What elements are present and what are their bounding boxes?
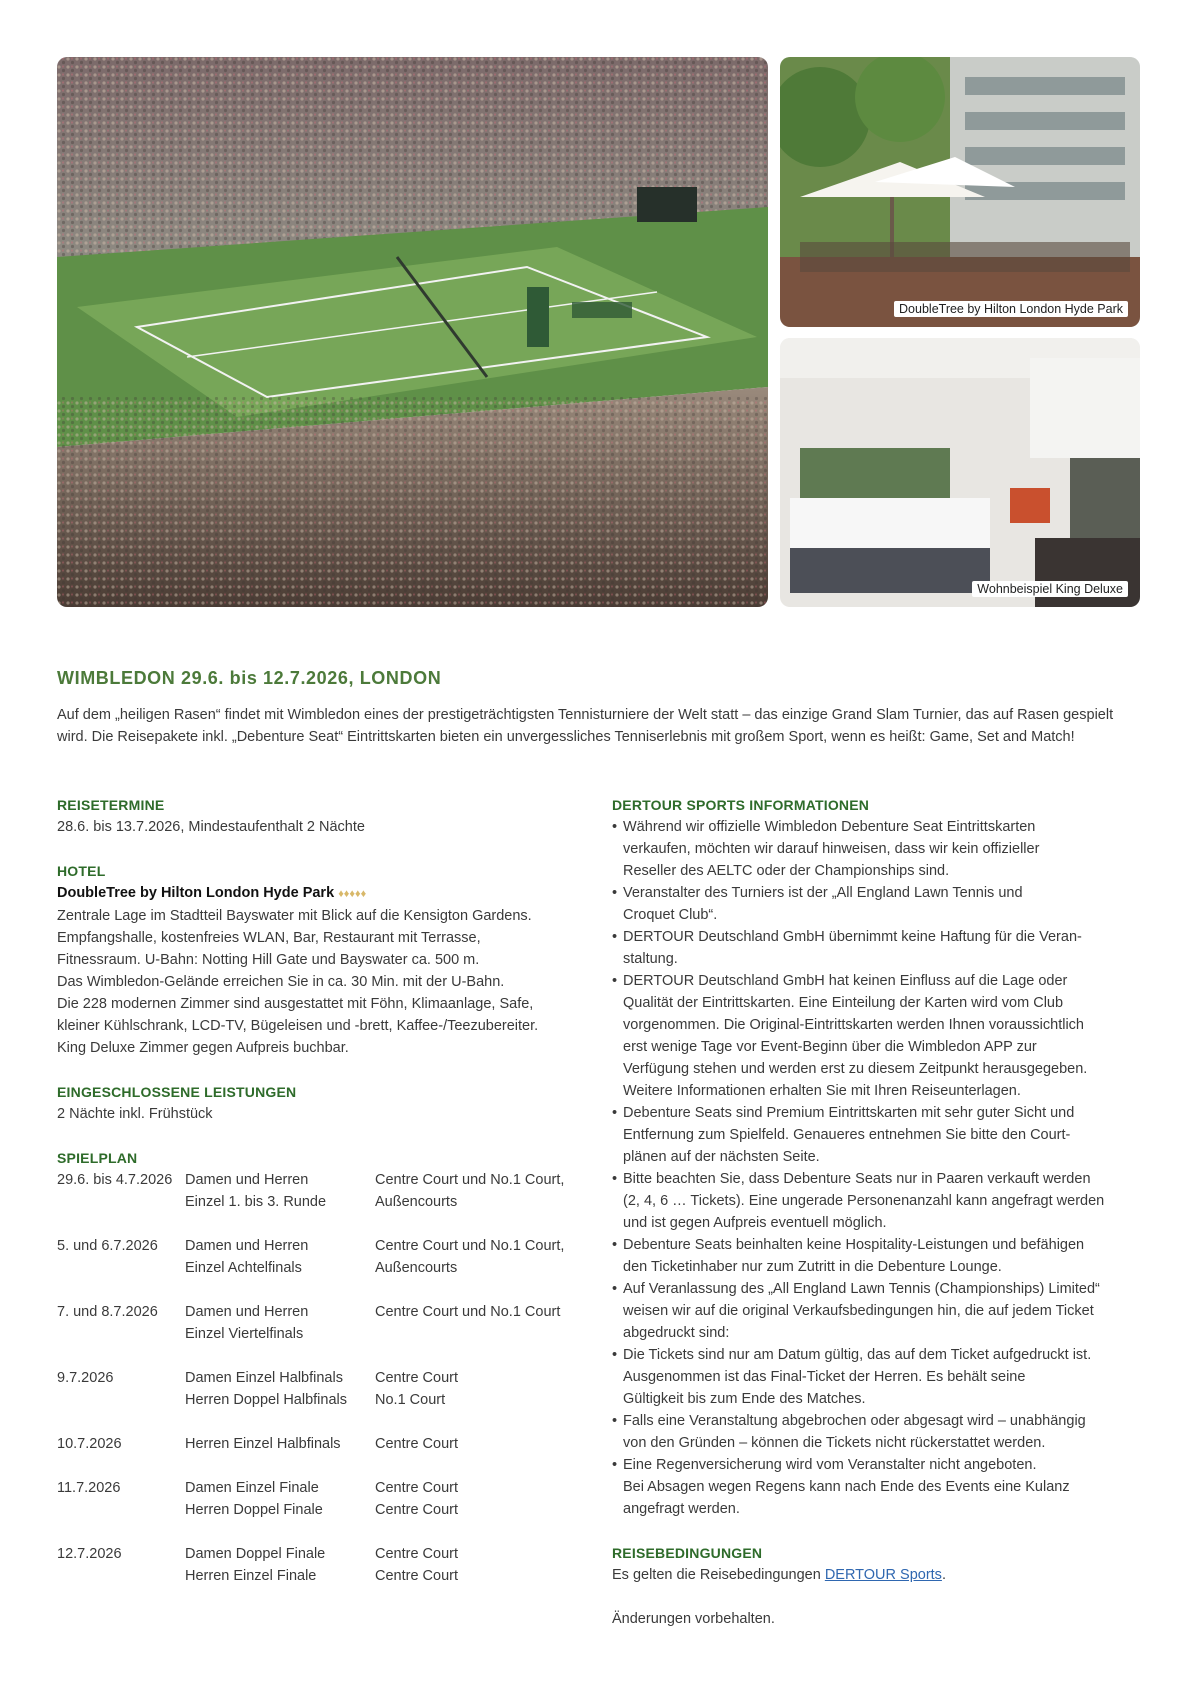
spielplan-event: Damen und Herren	[185, 1172, 309, 1188]
table-row	[57, 1367, 597, 1389]
spielplan-event: Herren Doppel Halbfinals	[185, 1392, 347, 1408]
list-item	[612, 926, 1142, 970]
aenderungen-note: Änderungen vorbehalten.	[612, 1611, 775, 1627]
spielplan-date: 10.7.2026	[57, 1436, 122, 1452]
table-row	[57, 1169, 597, 1191]
list-item-line: • Eine Regenversicherung wird vom Veranstalter nicht angeboten.	[623, 1457, 1037, 1473]
list-item-line: Weitere Informationen erhalten Sie mit Ihren Reiseunterlagen.	[623, 1083, 1021, 1099]
spielplan-venue: Centre Court	[375, 1436, 459, 1452]
table-row	[57, 1565, 597, 1587]
spielplan-date: 5. und 6.7.2026	[57, 1238, 158, 1254]
list-item-line: und ist gegen Aufpreis eventuell möglich.	[623, 1215, 887, 1231]
spielplan-venue: Centre Court und No.1 Court,	[375, 1238, 565, 1254]
hotel-room-photo	[780, 338, 1140, 607]
list-item-line: • Während wir offizielle Wimbledon Debenture Seat Eintrittskarten	[623, 819, 1036, 835]
leistungen-text: 2 Nächte inkl. Frühstück	[57, 1106, 213, 1122]
spielplan-event: Damen und Herren	[185, 1304, 309, 1320]
list-item-line: den Ticketinhaber nur zum Zutritt in die Debenture Lounge.	[623, 1259, 1002, 1275]
hotel-description-line: King Deluxe Zimmer gegen Aufpreis buchbar.	[57, 1040, 349, 1056]
table-row	[57, 1477, 597, 1499]
list-item	[612, 882, 1142, 926]
spielplan-venue: Centre Court und No.1 Court	[375, 1304, 561, 1320]
hotel-name: DoubleTree by Hilton London Hyde Park	[57, 885, 335, 901]
list-item-line: Croquet Club“.	[623, 907, 718, 923]
list-item-line: Reseller des AELTC oder der Championships sind.	[623, 863, 950, 879]
spielplan-date: 11.7.2026	[57, 1480, 121, 1496]
list-item	[612, 1410, 1142, 1454]
hotel-description-line: kleiner Kühlschrank, LCD-TV, Bügeleisen und -brett, Kaffee-/Teezubereiter.	[57, 1018, 539, 1034]
table-row	[57, 1499, 597, 1521]
hotel-exterior-image	[780, 57, 1140, 327]
hotel-room-caption: Wohnbeispiel King Deluxe	[972, 581, 1128, 597]
hotel-description-line: Die 228 modernen Zimmer sind ausgestattet mit Föhn, Klimaanlage, Safe,	[57, 996, 534, 1012]
spielplan-venue: Centre Court	[375, 1480, 459, 1496]
list-item-line: von den Gründen – können die Tickets nicht rückerstattet werden.	[623, 1435, 1046, 1451]
spielplan-venue	[375, 1323, 597, 1345]
table-row	[57, 1301, 597, 1323]
list-item	[612, 970, 1142, 1102]
spielplan-venue: Centre Court	[375, 1546, 459, 1562]
dertour-sports-link[interactable]: DERTOUR Sports	[824, 1567, 942, 1583]
hotel-stars-icon: ♦♦♦♦♦	[338, 888, 367, 900]
list-item-line: • Veranstalter des Turniers ist der „All England Lawn Tennis und	[623, 885, 1023, 901]
spielplan-event: Damen Einzel Halbfinals	[185, 1370, 343, 1386]
list-item-line: • Debenture Seats beinhalten keine Hospitality-Leistungen und befähigen	[623, 1237, 1085, 1253]
spielplan-event: Herren Einzel Finale	[185, 1568, 317, 1584]
spielplan-date	[57, 1257, 185, 1279]
list-item-line: angefragt werden.	[623, 1501, 740, 1517]
spielplan-date	[57, 1323, 185, 1345]
list-item-line: verkaufen, möchten wir darauf hinweisen, dass wir kein offizieller	[623, 841, 1040, 857]
right-column	[612, 794, 1142, 1630]
reisebedingungen-prefix: Es gelten die Reisebedingungen	[612, 1567, 825, 1583]
list-item-line: Verfügung stehen und werden erst zu diesem Zeitpunkt herausgegeben.	[623, 1061, 1088, 1077]
spielplan-venue: Centre Court	[375, 1370, 459, 1386]
list-item-line: • Debenture Seats sind Premium Eintrittskarten mit sehr guter Sicht und	[623, 1105, 1075, 1121]
spielplan-group	[57, 1433, 597, 1455]
list-item-line: staltung.	[623, 951, 678, 967]
hotel-description-line: Empfangshalle, kostenfreies WLAN, Bar, Restaurant mit Terrasse,	[57, 930, 481, 946]
list-item-line: abgedruckt sind:	[623, 1325, 730, 1341]
reisebedingungen-suffix: .	[941, 1567, 946, 1583]
list-item	[612, 1278, 1142, 1344]
hotel-exterior-caption: DoubleTree by Hilton London Hyde Park	[894, 301, 1128, 317]
table-row	[57, 1389, 597, 1411]
spielplan-date	[57, 1191, 185, 1213]
page-title: WIMBLEDON 29.6. bis 12.7.2026, LONDON	[57, 668, 442, 688]
list-item-line: Entfernung zum Spielfeld. Genaueres entnehmen Sie bitte den Court-	[623, 1127, 1071, 1143]
leistungen-heading: EINGESCHLOSSENE LEISTUNGEN	[57, 1084, 297, 1100]
spielplan-date: 12.7.2026	[57, 1546, 122, 1562]
spielplan-date: 7. und 8.7.2026	[57, 1304, 158, 1320]
list-item-line: • DERTOUR Deutschland GmbH hat keinen Einfluss auf die Lage oder	[623, 973, 1068, 989]
hotel-exterior-photo	[780, 57, 1140, 327]
tennis-court-image	[57, 57, 768, 607]
spielplan-date: 29.6. bis 4.7.2026	[57, 1172, 173, 1188]
reisetermine-text: 28.6. bis 13.7.2026, Mindestaufenthalt 2 Nächte	[57, 819, 365, 835]
spielplan-date	[57, 1499, 185, 1521]
hotel-name-line	[57, 882, 597, 905]
list-item-line: Gültigkeit bis zum Ende des Matches.	[623, 1391, 866, 1407]
informationen-list	[612, 816, 1142, 1520]
list-item	[612, 1344, 1142, 1410]
list-item-line: • Bitte beachten Sie, dass Debenture Seats nur in Paaren verkauft werden	[623, 1171, 1091, 1187]
spielplan-venue: Außencourts	[375, 1260, 458, 1276]
list-item-line: • Die Tickets sind nur am Datum gültig, das auf dem Ticket aufgedruckt ist.	[623, 1347, 1092, 1363]
list-item-line: • Falls eine Veranstaltung abgebrochen oder abgesagt wird – unabhängig	[623, 1413, 1086, 1429]
spielplan-venue: Centre Court	[375, 1568, 459, 1584]
hotel-room-image	[780, 338, 1140, 607]
table-row	[57, 1543, 597, 1565]
spielplan-group	[57, 1301, 597, 1345]
table-row	[57, 1433, 597, 1455]
hotel-description-line: Fitnessraum. U-Bahn: Notting Hill Gate und Bayswater ca. 500 m.	[57, 952, 480, 968]
spielplan-event: Einzel 1. bis 3. Runde	[185, 1194, 327, 1210]
informationen-heading: DERTOUR SPORTS INFORMATIONEN	[612, 797, 870, 813]
list-item-line: vorgenommen. Die Original-Eintrittskarten werden Ihnen voraussichtlich	[623, 1017, 1084, 1033]
spielplan-group	[57, 1543, 597, 1587]
list-item-line: • Auf Veranlassung des „All England Lawn Tennis (Championships) Limited“	[623, 1281, 1100, 1297]
spielplan-venue: Centre Court	[375, 1502, 459, 1518]
table-row	[57, 1235, 597, 1257]
spielplan-group	[57, 1169, 597, 1213]
spielplan-group	[57, 1477, 597, 1521]
hotel-description-line: Das Wimbledon-Gelände erreichen Sie in ca. 30 Min. mit der U-Bahn.	[57, 974, 505, 990]
spielplan-event: Herren Doppel Finale	[185, 1502, 323, 1518]
spielplan-table	[57, 1169, 597, 1587]
list-item-line: (2, 4, 6 … Tickets). Eine ungerade Personenanzahl kann angefragt werden	[623, 1193, 1105, 1209]
list-item-line: Ausgenommen ist das Final-Ticket der Herren. Es behält seine	[623, 1369, 1026, 1385]
list-item	[612, 816, 1142, 882]
spielplan-event: Damen und Herren	[185, 1238, 309, 1254]
list-item-line: Qualität der Eintrittskarten. Eine Einteilung der Karten wird vom Club	[623, 995, 1064, 1011]
list-item-line: erst wenige Tage vor Event-Beginn über die Wimbledon APP zur	[623, 1039, 1037, 1055]
spielplan-group	[57, 1235, 597, 1279]
spielplan-heading: SPIELPLAN	[57, 1150, 138, 1166]
list-item	[612, 1454, 1142, 1520]
spielplan-event: Einzel Achtelfinals	[185, 1260, 302, 1276]
table-row	[57, 1323, 597, 1345]
spielplan-venue: No.1 Court	[375, 1392, 446, 1408]
spielplan-date	[57, 1389, 185, 1411]
hotel-description-line: Zentrale Lage im Stadtteil Bayswater mit Blick auf die Kensigton Gardens.	[57, 908, 532, 924]
table-row	[57, 1191, 597, 1213]
list-item-line: • DERTOUR Deutschland GmbH übernimmt keine Haftung für die Veran-	[623, 929, 1082, 945]
reisebedingungen-text	[612, 1564, 1142, 1586]
hotel-description	[57, 905, 597, 1059]
list-item	[612, 1102, 1142, 1168]
list-item-line: plänen auf der nächsten Seite.	[623, 1149, 820, 1165]
list-item-line: Bei Absagen wegen Regens kann nach Ende des Events eine Kulanz	[623, 1479, 1070, 1495]
list-item-line: weisen wir auf die original Verkaufsbedingungen hin, die auf jedem Ticket	[623, 1303, 1094, 1319]
spielplan-venue: Centre Court und No.1 Court,	[375, 1172, 565, 1188]
spielplan-date	[57, 1565, 185, 1587]
hotel-heading: HOTEL	[57, 863, 106, 879]
list-item	[612, 1234, 1142, 1278]
intro-text: Auf dem „heiligen Rasen“ findet mit Wimbledon eines der prestigeträchtigsten Tennisturniere der Welt statt – das einzige Grand Slam Turnier, das auf Rasen gespielt wird. Die Reisepakete inkl. „Debenture Seat“ Eintrittskarten bieten ein unvergessliches Tenniserlebnis mit großem Sport, wenn es heißt: Game, Set and Match!	[57, 707, 1114, 745]
table-row	[57, 1257, 597, 1279]
spielplan-date: 9.7.2026	[57, 1370, 114, 1386]
spielplan-event: Damen Einzel Finale	[185, 1480, 319, 1496]
spielplan-group	[57, 1367, 597, 1411]
reisebedingungen-heading: REISEBEDINGUNGEN	[612, 1545, 763, 1561]
spielplan-event: Einzel Viertelfinals	[185, 1326, 304, 1342]
left-column	[57, 794, 597, 1609]
tennis-court-photo	[57, 57, 768, 607]
reisetermine-heading: REISETERMINE	[57, 797, 165, 813]
spielplan-event: Damen Doppel Finale	[185, 1546, 326, 1562]
spielplan-venue: Außencourts	[375, 1194, 458, 1210]
list-item	[612, 1168, 1142, 1234]
spielplan-event: Herren Einzel Halbfinals	[185, 1436, 341, 1452]
